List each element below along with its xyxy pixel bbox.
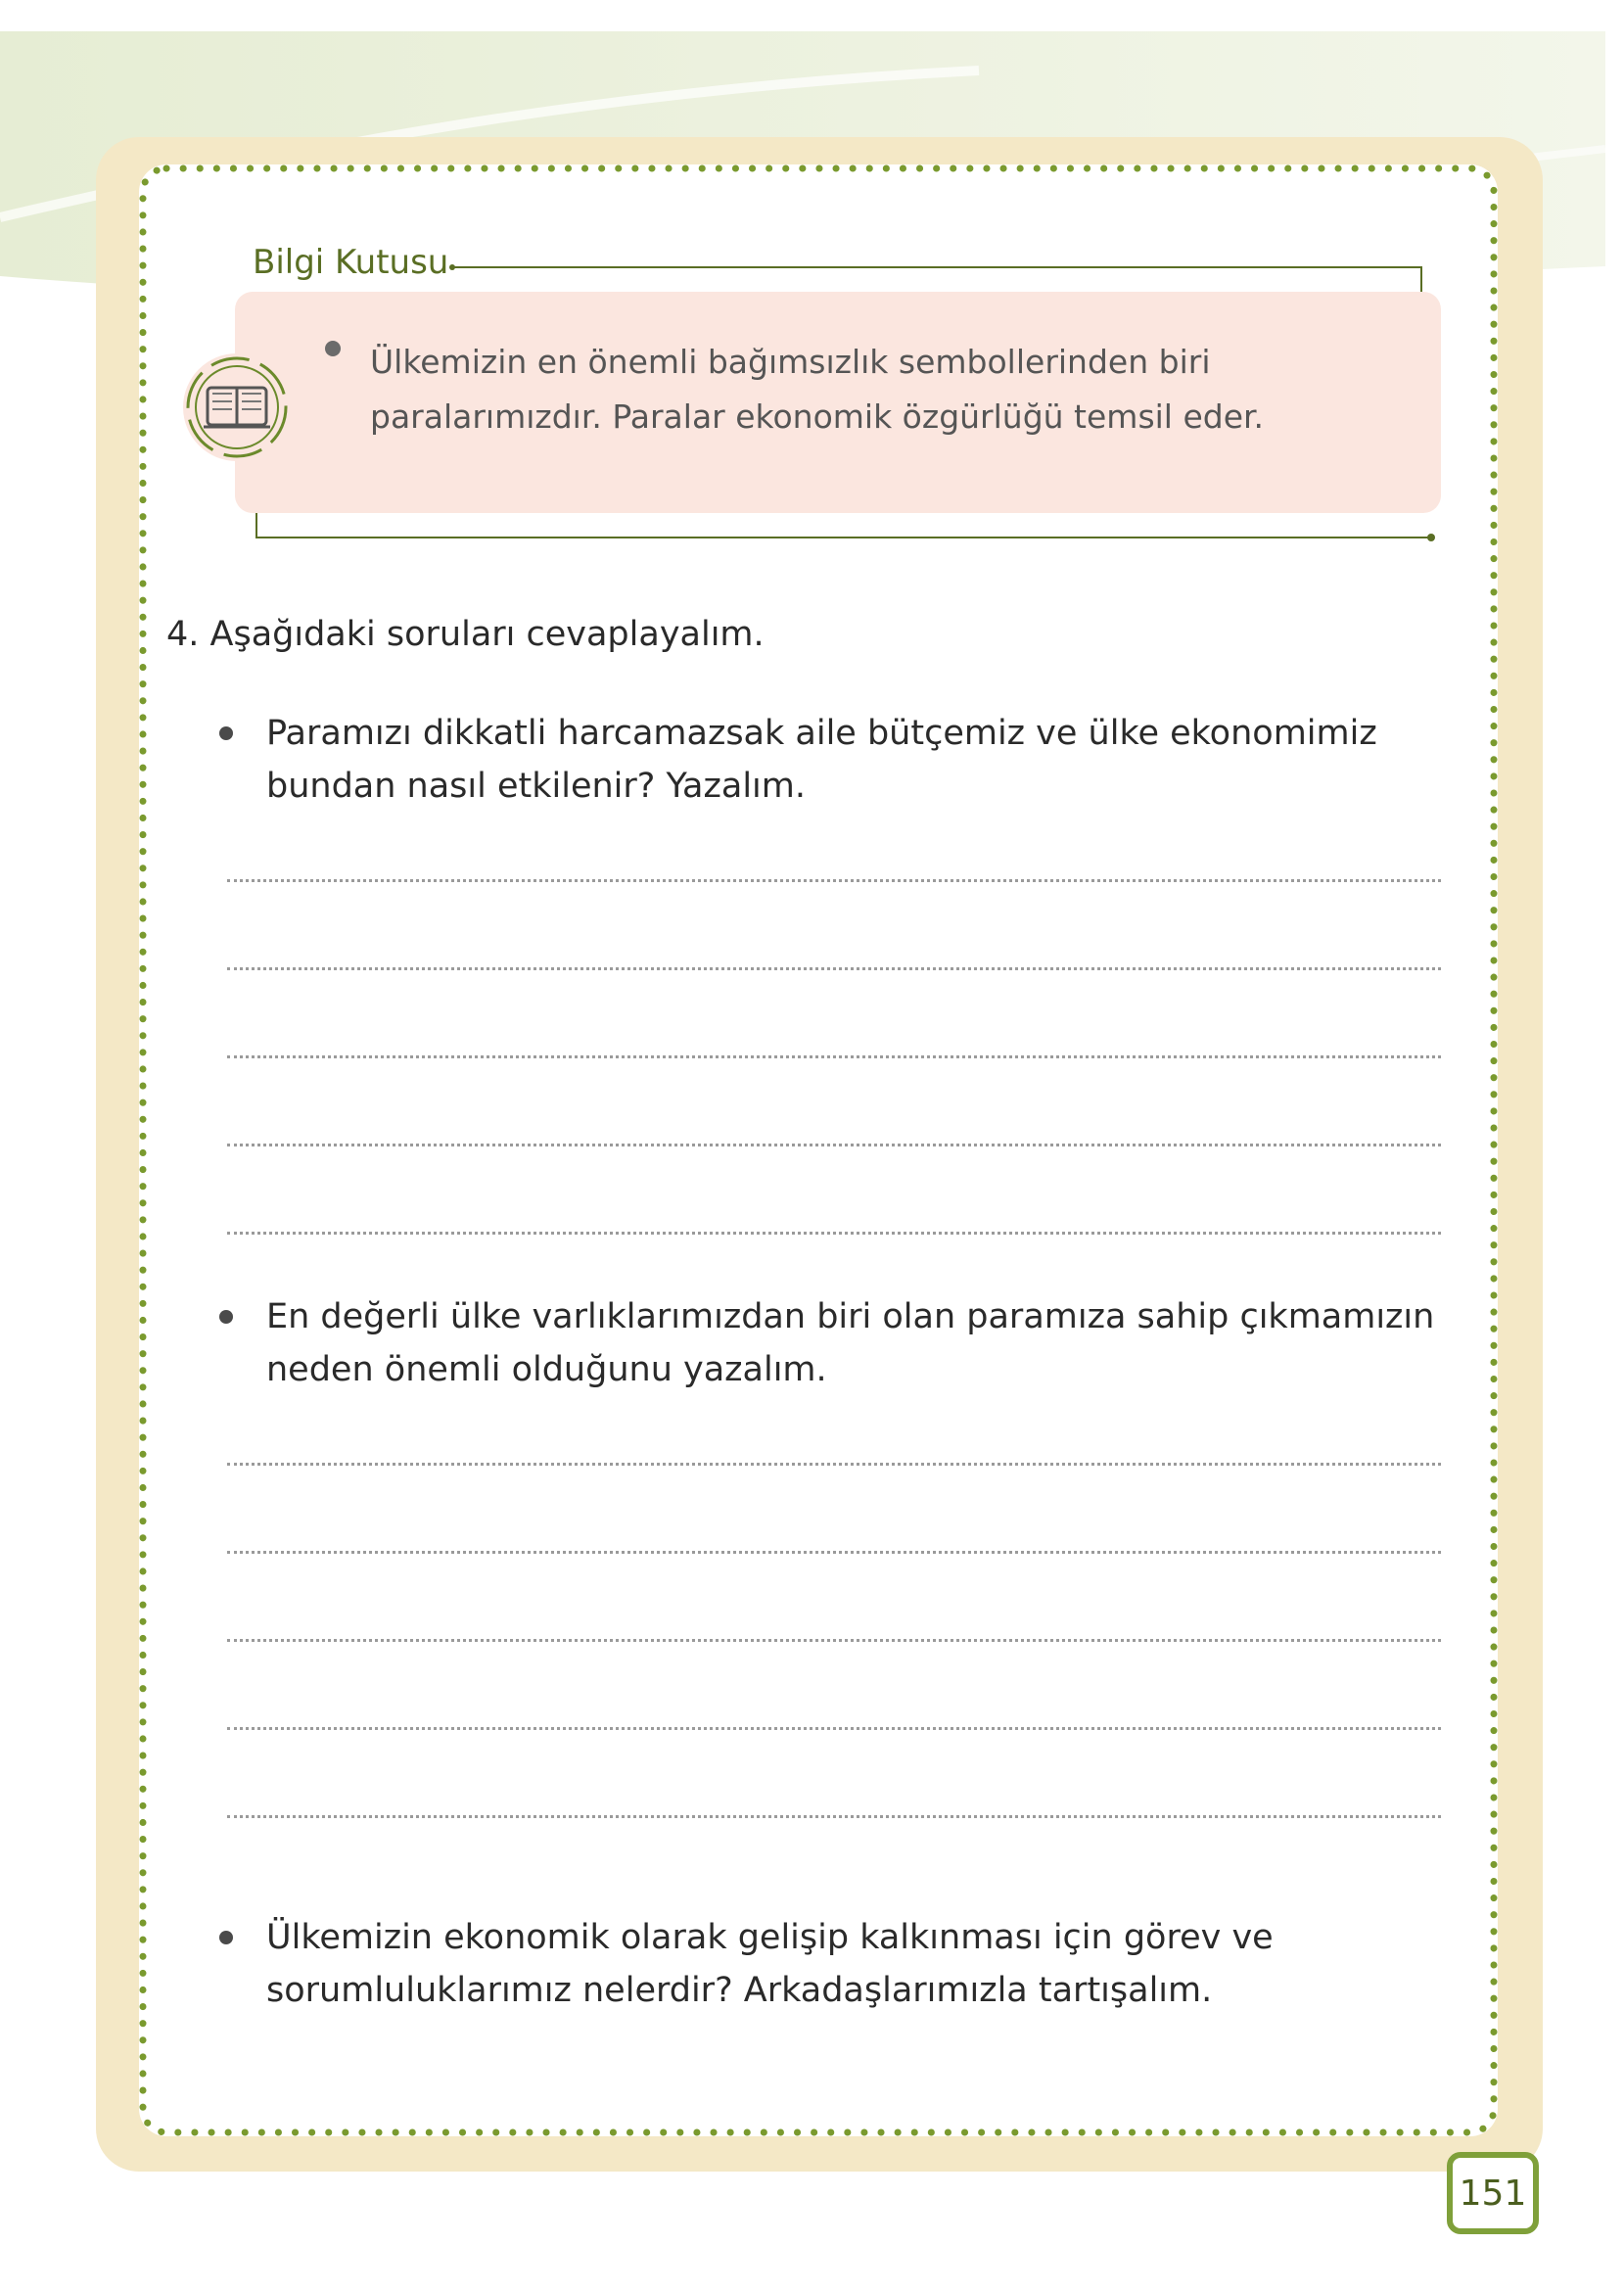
- question-text-1: Paramızı dikkatli harcamazsak aile bütçemiz ve ülke ekonomimiz bundan nasıl etkilenir? Yazalım.: [266, 714, 1377, 806]
- answer-line[interactable]: [227, 879, 1441, 882]
- question-bullet-3: [219, 1931, 233, 1944]
- info-bullet: [325, 341, 341, 356]
- open-book-icon: [180, 351, 294, 464]
- page-number: 151: [1447, 2152, 1539, 2234]
- info-box-text: Ülkemizin en önemli bağımsızlık sembollerinden biri paralarımızdır. Paralar ekonomik özgürlüğü temsil eder.: [370, 343, 1265, 436]
- info-box-title: Bilgi Kutusu: [253, 243, 449, 282]
- answer-line[interactable]: [227, 1551, 1441, 1554]
- answer-line[interactable]: [227, 1232, 1441, 1235]
- answer-line[interactable]: [227, 1727, 1441, 1730]
- question-bullet-1: [219, 726, 233, 740]
- question-text-3: Ülkemizin ekonomik olarak gelişip kalkınması için görev ve sorumluluklarımız nelerdir? Arkadaşlarımızla tartışalım.: [266, 1918, 1274, 2010]
- answer-line[interactable]: [227, 967, 1441, 970]
- answer-line[interactable]: [227, 1055, 1441, 1058]
- answer-line[interactable]: [227, 1463, 1441, 1466]
- question-text-2: En değerli ülke varlıklarımızdan biri olan paramıza sahip çıkmamızın neden önemli olduğunu yazalım.: [266, 1297, 1435, 1389]
- question-bullet-2: [219, 1310, 233, 1324]
- answer-line[interactable]: [227, 1144, 1441, 1146]
- question-heading: 4. Aşağıdaki soruları cevaplayalım.: [166, 615, 765, 654]
- answer-line[interactable]: [227, 1639, 1441, 1642]
- answer-line[interactable]: [227, 1815, 1441, 1818]
